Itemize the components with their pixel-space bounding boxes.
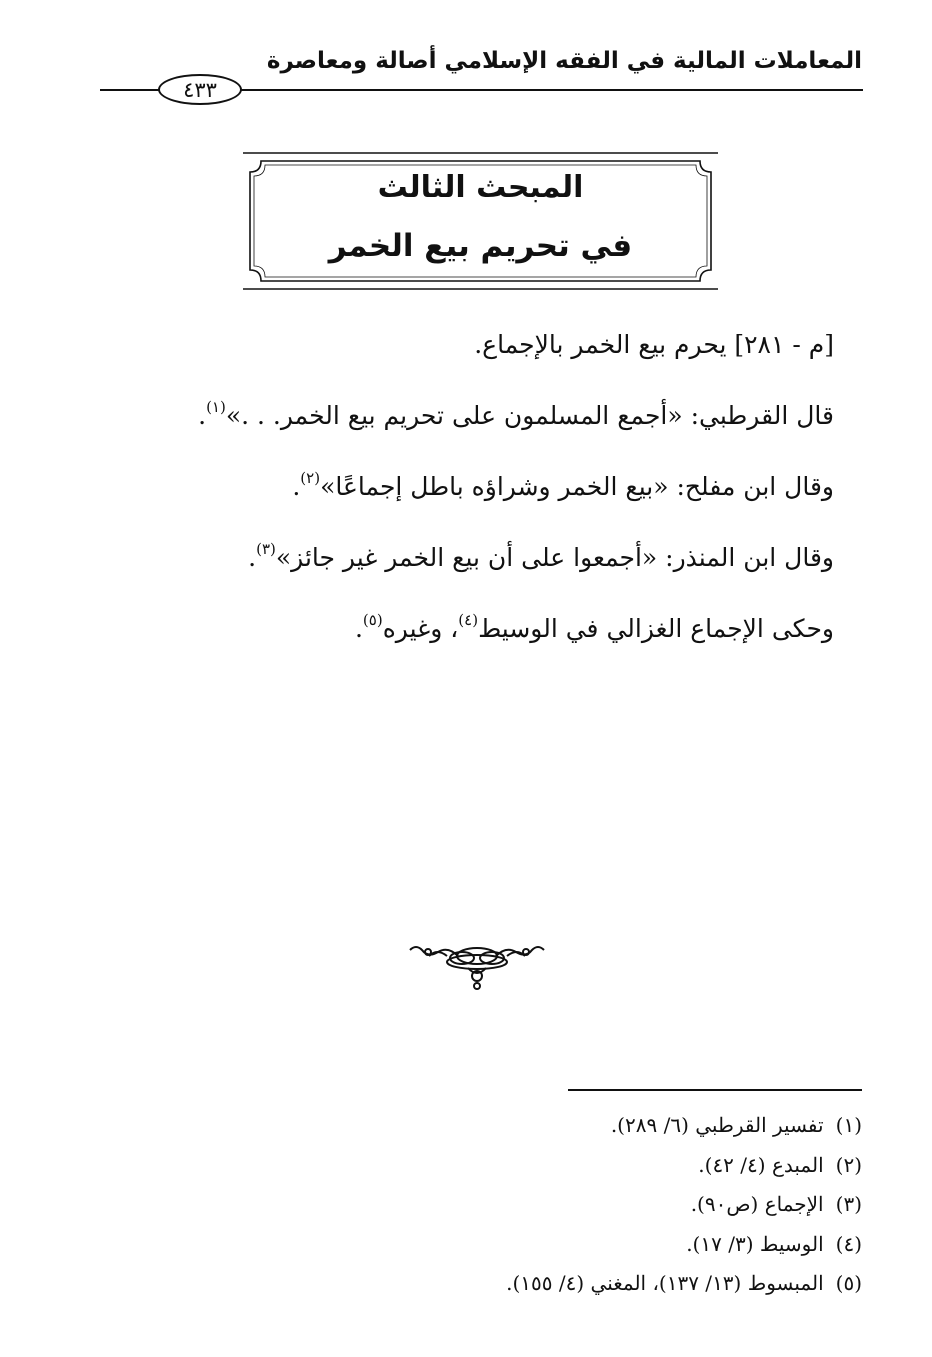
footnote-ref[interactable]: (٥) [362,611,383,629]
floral-ornament-icon [402,934,552,996]
paragraph-text: وقال ابن المنذر: «أجمعوا على أن بيع الخمر غير جائز» [275,543,834,572]
footnote-ref[interactable]: (٢) [300,469,321,487]
paragraph [134,376,834,447]
footnote-item [262,1146,862,1186]
footnote-number: (١) [835,1113,862,1137]
footnote-item [262,1185,862,1225]
paragraph-text: ، وغيره [382,614,459,643]
footnote-rule [568,1089,862,1091]
footnote-number: (٢) [835,1152,862,1177]
paragraph-tail: . [248,543,257,572]
paragraph-text: [م - ٢٨١] يحرم بيع الخمر بالإجماع. [474,330,834,359]
body-text [134,314,834,660]
paragraph [134,589,834,660]
running-title: المعاملات المالية في الفقه الإسلامي أصالة ومعاصرة [266,48,862,74]
section-title: المبحث الثالث [377,170,584,205]
footnote-text: تفسير القرطبي (٦/ ٢٨٩). [610,1113,824,1137]
paragraph-tail: . [354,614,363,643]
footnote-number: (٤) [835,1231,862,1256]
paragraph-tail: . [198,401,207,430]
footnote-ref[interactable]: (٤) [458,611,479,629]
paragraph-text: قال القرطبي: «أجمع المسلمون على تحريم بيع الخمر. . .» [225,401,834,430]
footnote-text: المبدع (٤/ ٤٢). [698,1152,824,1177]
footnotes [262,1106,862,1304]
section-title-frame [243,152,718,290]
paragraph-text: وقال ابن مفلح: «بيع الخمر وشراؤه باطل إجماعًا» [320,472,834,501]
footnote-ref[interactable]: (١) [206,398,226,416]
paragraph [134,518,834,589]
footnote-ref[interactable]: (٣) [256,540,276,558]
footnote-number: (٣) [835,1192,862,1216]
footnote-text: المبسوط (١٣/ ١٣٧)، المغني (٤/ ١٥٥). [506,1271,824,1295]
footnote-item [262,1264,862,1304]
paragraph-text: وحكى الإجماع الغزالي في الوسيط [478,614,834,643]
footnote-text: الإجماع (ص٩٠). [690,1192,824,1216]
footnote-text: الوسيط (٣/ ١٧). [686,1231,824,1256]
page-number: ٤٣٣ [158,74,242,105]
footnote-number: (٥) [835,1271,862,1295]
section-subtitle: في تحريم بيع الخمر [328,228,633,264]
footnote-item [262,1225,862,1265]
paragraph [134,447,834,518]
footnote-item [262,1106,862,1146]
paragraph [134,314,834,376]
paragraph-tail: . [292,472,301,501]
